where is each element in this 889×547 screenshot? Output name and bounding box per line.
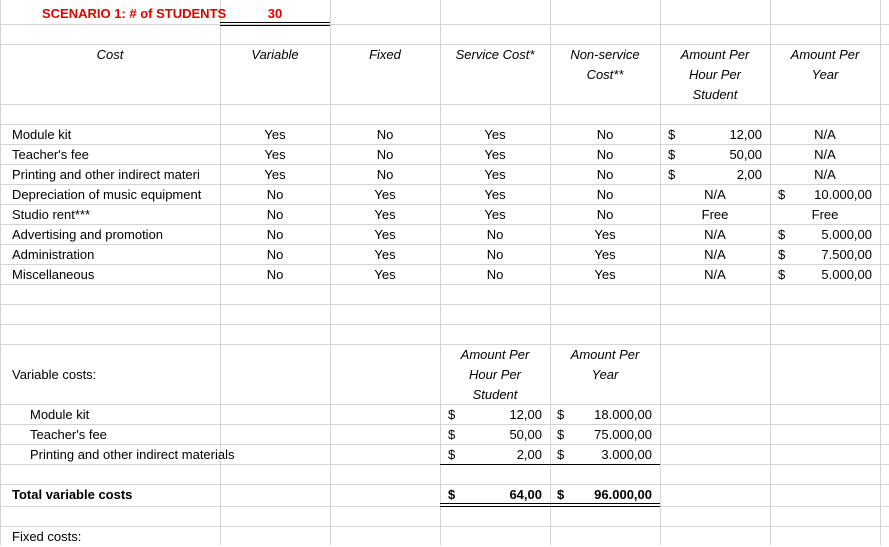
variable-item-hour-amount[interactable]: 50,00 (509, 427, 542, 442)
row-hour-amount[interactable]: 50,00 (729, 147, 762, 162)
row-variable[interactable]: No (266, 247, 284, 262)
row-hour-currency: $ (668, 167, 676, 182)
row-variable[interactable]: No (266, 227, 284, 242)
header-variable[interactable]: Variable (251, 47, 299, 62)
variable-item-year-currency: $ (557, 407, 565, 422)
scenario-label[interactable]: SCENARIO 1: # of STUDENTS (42, 6, 227, 21)
row-service[interactable]: No (486, 227, 504, 242)
variable-header-year-line1[interactable]: Amount Per (570, 347, 640, 362)
variable-item-hour-amount[interactable]: 12,00 (509, 407, 542, 422)
subtotal-underline (440, 464, 660, 465)
total-hour-currency: $ (448, 487, 456, 502)
variable-header-hour-line2: Hour Per (468, 367, 522, 382)
row-year-currency: $ (778, 187, 786, 202)
scenario-student-count[interactable]: 30 (267, 6, 283, 21)
row-year-amount[interactable]: N/A (814, 167, 836, 182)
variable-header-year-line2: Year (591, 367, 619, 382)
header-amount-year-line2: Year (811, 67, 839, 82)
row-variable[interactable]: No (266, 207, 284, 222)
row-fixed[interactable]: No (376, 167, 394, 182)
row-variable[interactable]: Yes (264, 127, 286, 142)
row-year-currency: $ (778, 267, 786, 282)
row-year-amount[interactable]: N/A (814, 127, 836, 142)
row-year-amount[interactable]: Free (811, 207, 839, 222)
row-hour-amount[interactable]: N/A (704, 267, 726, 282)
row-fixed[interactable]: No (376, 147, 394, 162)
row-hour-amount[interactable]: Free (701, 207, 729, 222)
row-year-amount[interactable]: N/A (814, 147, 836, 162)
row-cost-name[interactable]: Depreciation of music equipment (12, 187, 202, 202)
variable-item-name[interactable]: Teacher's fee (30, 427, 107, 442)
row-service[interactable]: No (486, 267, 504, 282)
variable-item-hour-currency: $ (448, 447, 456, 462)
variable-item-name[interactable]: Printing and other indirect materials (30, 447, 235, 462)
row-variable[interactable]: No (266, 267, 284, 282)
row-nonservice[interactable]: Yes (594, 247, 616, 262)
row-nonservice[interactable]: No (596, 167, 614, 182)
row-hour-amount[interactable]: N/A (704, 187, 726, 202)
header-fixed[interactable]: Fixed (369, 47, 401, 62)
variable-item-hour-currency: $ (448, 427, 456, 442)
fixed-costs-title[interactable]: Fixed costs: (12, 529, 82, 544)
row-cost-name[interactable]: Administration (12, 247, 95, 262)
row-cost-name[interactable]: Miscellaneous (12, 267, 95, 282)
row-fixed[interactable]: Yes (374, 247, 396, 262)
total-year-currency: $ (557, 487, 565, 502)
row-nonservice[interactable]: Yes (594, 267, 616, 282)
row-nonservice[interactable]: No (596, 147, 614, 162)
header-amount-year-line1[interactable]: Amount Per (790, 47, 860, 62)
row-hour-amount[interactable]: 2,00 (736, 167, 762, 182)
row-nonservice[interactable]: No (596, 207, 614, 222)
row-fixed[interactable]: No (376, 127, 394, 142)
variable-header-hour-line3: Student (472, 387, 518, 402)
variable-item-year-currency: $ (557, 427, 565, 442)
row-hour-amount[interactable]: N/A (704, 247, 726, 262)
variable-item-year-amount[interactable]: 75.000,00 (594, 427, 652, 442)
variable-item-name[interactable]: Module kit (30, 407, 90, 422)
variable-item-hour-currency: $ (448, 407, 456, 422)
row-cost-name[interactable]: Teacher's fee (12, 147, 89, 162)
row-hour-currency: $ (668, 147, 676, 162)
header-amount-hour-line2: Hour Per (688, 67, 742, 82)
row-cost-name[interactable]: Advertising and promotion (12, 227, 164, 242)
total-hour-amount[interactable]: 64,00 (509, 487, 542, 502)
row-service[interactable]: No (486, 247, 504, 262)
row-fixed[interactable]: Yes (374, 207, 396, 222)
row-service[interactable]: Yes (484, 187, 506, 202)
header-amount-hour-line1[interactable]: Amount Per (680, 47, 750, 62)
row-year-currency: $ (778, 227, 786, 242)
row-hour-amount[interactable]: 12,00 (729, 127, 762, 142)
total-double-underline (440, 503, 660, 507)
row-nonservice[interactable]: No (596, 127, 614, 142)
scenario-double-underline (220, 22, 330, 26)
row-cost-name[interactable]: Studio rent*** (12, 207, 91, 222)
row-service[interactable]: Yes (484, 127, 506, 142)
variable-item-year-amount[interactable]: 3.000,00 (601, 447, 652, 462)
row-hour-amount[interactable]: N/A (704, 227, 726, 242)
row-variable[interactable]: No (266, 187, 284, 202)
variable-item-hour-amount[interactable]: 2,00 (516, 447, 542, 462)
row-variable[interactable]: Yes (264, 147, 286, 162)
header-nonservice-line2: Cost** (586, 67, 624, 82)
row-fixed[interactable]: Yes (374, 227, 396, 242)
row-service[interactable]: Yes (484, 167, 506, 182)
row-fixed[interactable]: Yes (374, 187, 396, 202)
row-year-currency: $ (778, 247, 786, 262)
row-cost-name[interactable]: Printing and other indirect materi (12, 167, 200, 182)
row-year-amount[interactable]: 10.000,00 (814, 187, 872, 202)
row-year-amount[interactable]: 5.000,00 (821, 227, 872, 242)
variable-header-hour-line1[interactable]: Amount Per (460, 347, 530, 362)
header-cost[interactable]: Cost (96, 47, 124, 62)
variable-item-year-currency: $ (557, 447, 565, 462)
variable-item-year-amount[interactable]: 18.000,00 (594, 407, 652, 422)
header-service-cost[interactable]: Service Cost* (455, 47, 535, 62)
row-nonservice[interactable]: No (596, 187, 614, 202)
row-service[interactable]: Yes (484, 147, 506, 162)
total-year-amount[interactable]: 96.000,00 (594, 487, 652, 502)
row-cost-name[interactable]: Module kit (12, 127, 72, 142)
row-nonservice[interactable]: Yes (594, 227, 616, 242)
row-year-amount[interactable]: 7.500,00 (821, 247, 872, 262)
header-amount-hour-line3: Student (692, 87, 738, 102)
row-year-amount[interactable]: 5.000,00 (821, 267, 872, 282)
row-hour-currency: $ (668, 127, 676, 142)
row-fixed[interactable]: Yes (374, 267, 396, 282)
header-nonservice-line1[interactable]: Non-service (570, 47, 640, 62)
variable-costs-title[interactable]: Variable costs: (12, 367, 97, 382)
total-variable-costs-label[interactable]: Total variable costs (12, 487, 133, 502)
row-variable[interactable]: Yes (264, 167, 286, 182)
row-service[interactable]: Yes (484, 207, 506, 222)
